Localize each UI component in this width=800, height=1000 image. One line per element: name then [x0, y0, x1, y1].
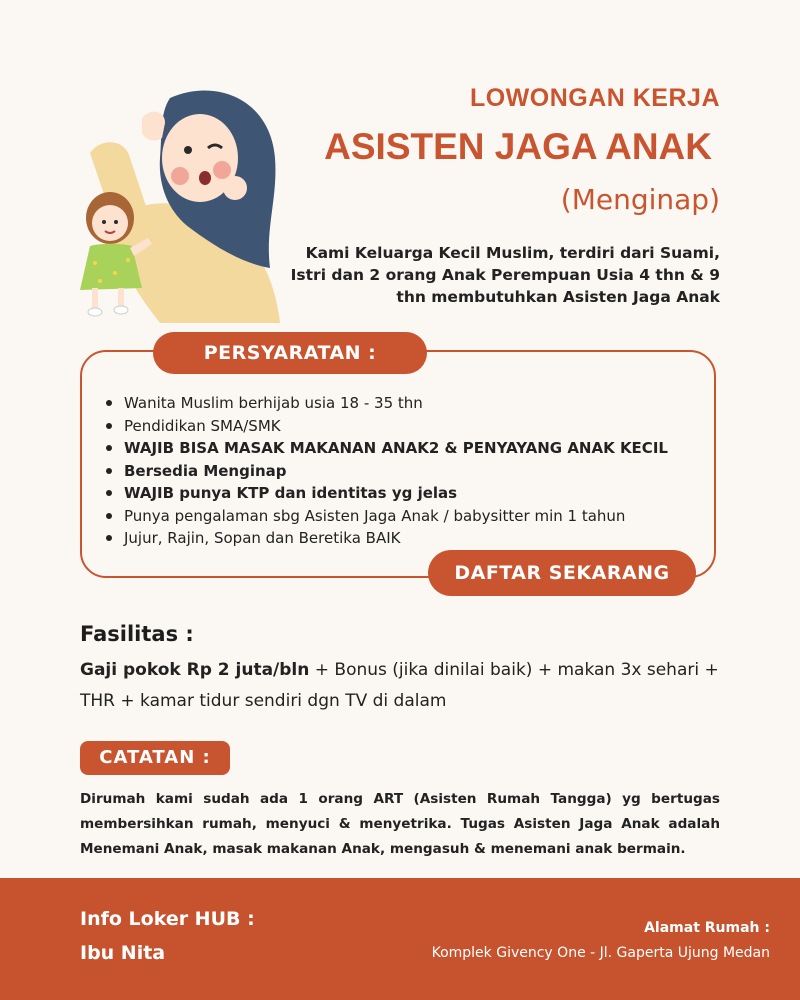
- requirement-item: Punya pengalaman sbg Asisten Jaga Anak / babysitter min 1 tahun: [104, 505, 668, 528]
- job-subtitle: (Menginap): [560, 183, 720, 216]
- job-title: ASISTEN JAGA ANAK: [324, 126, 712, 167]
- notes-title: CATATAN :: [80, 741, 230, 775]
- salary-text: Gaji pokok Rp 2 juta/bln: [80, 660, 310, 680]
- address-label: Alamat Rumah :: [644, 920, 770, 936]
- job-vacancy-label: LOWONGAN KERJA: [469, 84, 720, 112]
- requirement-item: WAJIB punya KTP dan identitas yg jelas: [104, 482, 668, 505]
- requirements-title: PERSYARATAN :: [153, 332, 427, 374]
- requirement-item: Pendidikan SMA/SMK: [104, 415, 668, 438]
- facilities-text: [80, 655, 730, 717]
- facilities-title: Fasilitas :: [80, 622, 194, 646]
- address-text: Komplek Givency One - Jl. Gaperta Ujung Medan: [431, 945, 770, 961]
- register-now-button[interactable]: DAFTAR SEKARANG: [428, 550, 696, 596]
- facilities-details: + Bonus (jika dinilai baik) + makan 3x sehari + THR + kamar tidur sendiri dgn TV di dalam: [80, 660, 719, 711]
- mother-child-illustration: [70, 78, 310, 328]
- contact-label: Info Loker HUB :: [80, 908, 255, 930]
- requirements-list: [104, 392, 668, 550]
- notes-text: Dirumah kami sudah ada 1 orang ART (Asisten Rumah Tangga) yg bertugas membersihkan rumah, menyuci & menyetrika. Tugas Asisten Jaga Anak adalah Menemani Anak, masak makanan Anak, mengasuh & menemani anak bermain.: [80, 791, 720, 857]
- requirement-item: Wanita Muslim berhijab usia 18 - 35 thn: [104, 392, 668, 415]
- footer: [0, 878, 800, 1000]
- requirement-item: Bersedia Menginap: [104, 460, 668, 483]
- requirement-item: Jujur, Rajin, Sopan dan Beretika BAIK: [104, 527, 668, 550]
- requirement-item: WAJIB BISA MASAK MAKANAN ANAK2 & PENYAYANG ANAK KECIL: [104, 437, 668, 460]
- contact-name: Ibu Nita: [80, 942, 166, 964]
- intro-text: Kami Keluarga Kecil Muslim, terdiri dari Suami, Istri dan 2 orang Anak Perempuan Usia 4 thn & 9 thn membutuhkan Asisten Jaga Anak: [290, 244, 720, 306]
